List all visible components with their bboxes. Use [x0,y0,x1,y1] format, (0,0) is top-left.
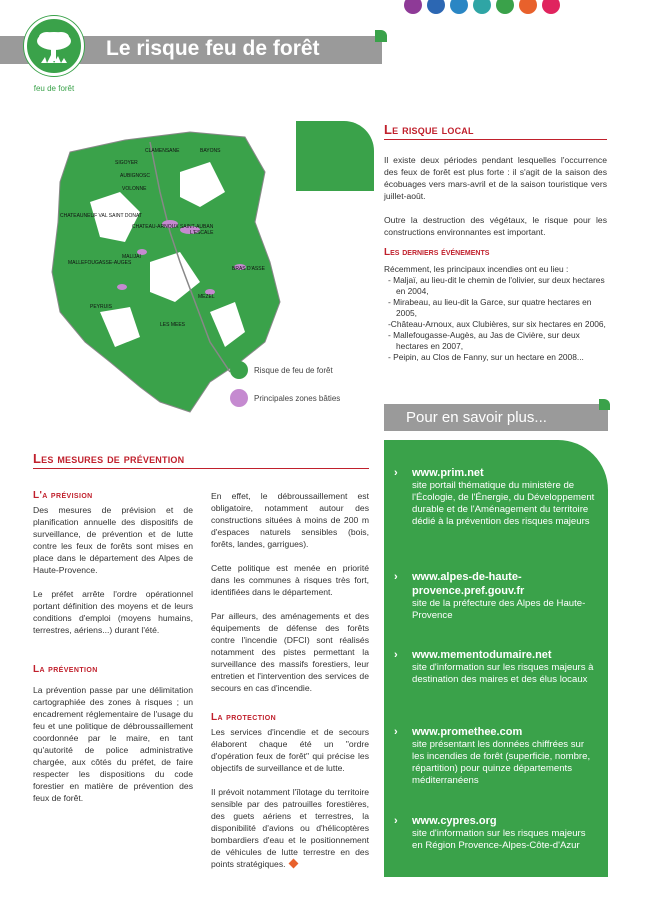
paragraph: Cette politique est menée en priorité dans les communes à risques très fort, identifiées dans le département. [211,563,369,597]
section-title: Les mesures de prévention [33,451,185,466]
section-title: Le risque local [384,122,474,137]
chevron-right-icon: › [394,649,398,661]
map-town-label: LES MEES [160,322,186,328]
links-panel [384,440,608,877]
built-zone [117,284,127,290]
paragraph: Outre la destruction des végétaux, le risque pour les constructions environnantes est important. [384,215,607,237]
tree-icon [27,19,81,73]
chevron-right-icon: › [394,726,398,738]
paragraph: Le préfet arrête l'ordre opérationnel portant définition des moyens et de leurs conditions d'emploi (moyens humains, terrestres, aériens...) durant l'été. [33,589,193,635]
legend-item-risk [230,361,333,379]
link-url[interactable]: www.promethee.com [412,726,523,738]
subsection-title: La prévention [33,664,98,675]
map-town-label: CLAMENSANE [145,148,180,154]
events-list [384,264,607,363]
logo-label: feu de forêt [33,84,75,93]
legend-label: Risque de feu de forêt [254,365,333,375]
risque-local-section [384,122,607,238]
map-town-label: AUBIGNOSC [120,173,151,179]
section-rule [33,468,369,469]
link-url[interactable]: www.alpes-de-haute-provence.pref.gouv.fr [412,571,525,597]
link-url[interactable]: www.mementodumaire.net [412,649,552,661]
legend-swatch [230,389,248,407]
corner-tab [375,30,387,42]
link-item[interactable] [396,648,596,686]
paragraph: Il existe deux périodes pendant lesquelles l'occurrence des feux de forêt est plus forte : il s'agit de la saison des écobuages vers mars-avril et de la saison touristique vers juillet-août. [384,155,607,201]
mesures-section-header [33,451,369,469]
link-item[interactable] [396,466,596,528]
section-rule [384,139,607,140]
color-dot [519,0,537,14]
map-town-label: MEZEL [198,294,215,300]
legend-swatch [230,361,248,379]
paragraph [211,786,369,870]
subsection-title: L'a prévision [33,490,93,501]
link-desc: site d'information sur les risques majeurs à destination des maires et des élus locaux [412,662,594,685]
link-desc: site de la préfecture des Alpes de Haute-Provence [412,598,586,621]
color-dots [404,0,560,14]
map-town-label: MALLEFOUGASSE-AUGES [68,260,132,266]
page-title: Le risque feu de forêt [106,37,320,60]
legend-label: Principales zones bâties [254,393,341,403]
chevron-right-icon: › [394,571,398,583]
paragraph: Des mesures de prévision et de planification annuelle des dispositifs de surveillance, de prévention et de lutte contre les feux de forêts sont mises en place dans le département des Alpes de Haute-Provence. [33,505,193,575]
link-item[interactable] [396,570,596,622]
map-town-label: L'ESCALE [190,230,214,236]
map-town-label: VOLONNE [122,186,147,192]
subsection-title: La protection [211,712,277,723]
risk-map [30,112,390,432]
color-dot [450,0,468,14]
list-item: - Mallefougasse-Augès, au Jas de Civière, sur deux hectares en 2007, [388,330,580,351]
color-dot [542,0,560,14]
color-dot [473,0,491,14]
savoir-title-bar [384,404,608,431]
link-desc: site portail thématique du ministère de l'Écologie, de l'Énergie, du Développement durable et de l'Aménagement du territoire dédié à la prévention des risques majeurs [412,480,595,527]
text-column-right [211,490,369,870]
text-column-left [33,490,193,804]
link-desc: site présentant les données chiffrées sur les incendies de forêt (superficie, nombre, répartition) pour quinze départements méditerranéens [412,739,591,786]
list-item: - Peipin, au Clos de Fanny, sur un hectare en 2008... [388,352,584,362]
link-desc: site d'information sur les risques majeurs en Région Provence-Alpes-Côte-d'Azur [412,828,586,851]
color-dot [427,0,445,14]
events-intro: Récemment, les principaux incendies ont eu lieu : [384,264,569,274]
paragraph: Les services d'incendie et de secours élaborent chaque été un "ordre d'opération feux de forêt" qui précise les objectifs de surveillance et de lutte. [211,727,369,773]
map-town-label: MALIJAI [122,254,141,260]
logo [24,16,84,76]
paragraph: En effet, le débroussaillement est obligatoire, notamment autour des constructions situées à moins de 200 m d'espaces naturels sensibles (bois, forêts, landes, garrigues). [211,491,369,549]
paragraph: Par ailleurs, des aménagements et des équipements de défense des forêts contre l'incendie (DFCI) sont réalisés notamment des pistes permettant la surveillance des massifs forestiers, leur entretien et l'intervention des services de secours en cas d'incendie. [211,611,369,693]
legend-item-built [230,389,340,407]
map-town-label: BAYONS [200,148,221,154]
paragraph-text: Il prévoit notamment l'îlotage du territoire sensible par des patrouilles forestières, des guets aériens et terrestres, la disponibilité d'avions ou d'hélicoptères bombardiers d'eau et le positionnement de véhicules de lutte terrestre en des points stratégiques. [211,787,369,869]
link-url[interactable]: www.prim.net [412,467,484,479]
end-mark-icon [288,859,298,869]
map-town-label: SIGOYER [115,160,138,166]
color-dot [404,0,422,14]
map-town-label: BRAS D'ASSE [232,266,265,272]
chevron-right-icon: › [394,467,398,479]
list-item: - Maljaï, au lieu-dit le chemin de l'olivier, sur deux hectares en 2004, [388,275,605,296]
map-town-label: PEYRUIS [90,304,112,310]
link-url[interactable]: www.cypres.org [412,815,497,827]
map-town-label: CHATEAUNEUF VAL SAINT DONAT [60,213,142,219]
list-item: - Mirabeau, au lieu-dit la Garce, sur quatre hectares en 2005, [388,297,592,318]
savoir-title: Pour en savoir plus... [406,409,547,426]
section-subtitle: Les derniers événements [384,247,490,258]
chevron-right-icon: › [394,815,398,827]
color-dot [496,0,514,14]
list-item: -Château-Arnoux, aux Clubières, sur six hectares en 2006, [388,319,606,329]
link-item[interactable] [396,814,596,852]
map-town-label: CHATEAU-ARNOUX SAINT-AUBAN [132,224,214,230]
corner-tab [599,399,610,410]
paragraph: La prévention passe par une délimitation cartographiée des zones à risques ; un encadrement réglementaire de l'usage du feu et une politique de débroussaillement coordonnée par le maire, en tant qu'autorité de police administrative chargée, aux côtés du préfet, de faire respecter les dispositions du code forestier en matière de prévention des feux de forêt. [33,685,193,803]
link-item[interactable] [396,725,596,787]
